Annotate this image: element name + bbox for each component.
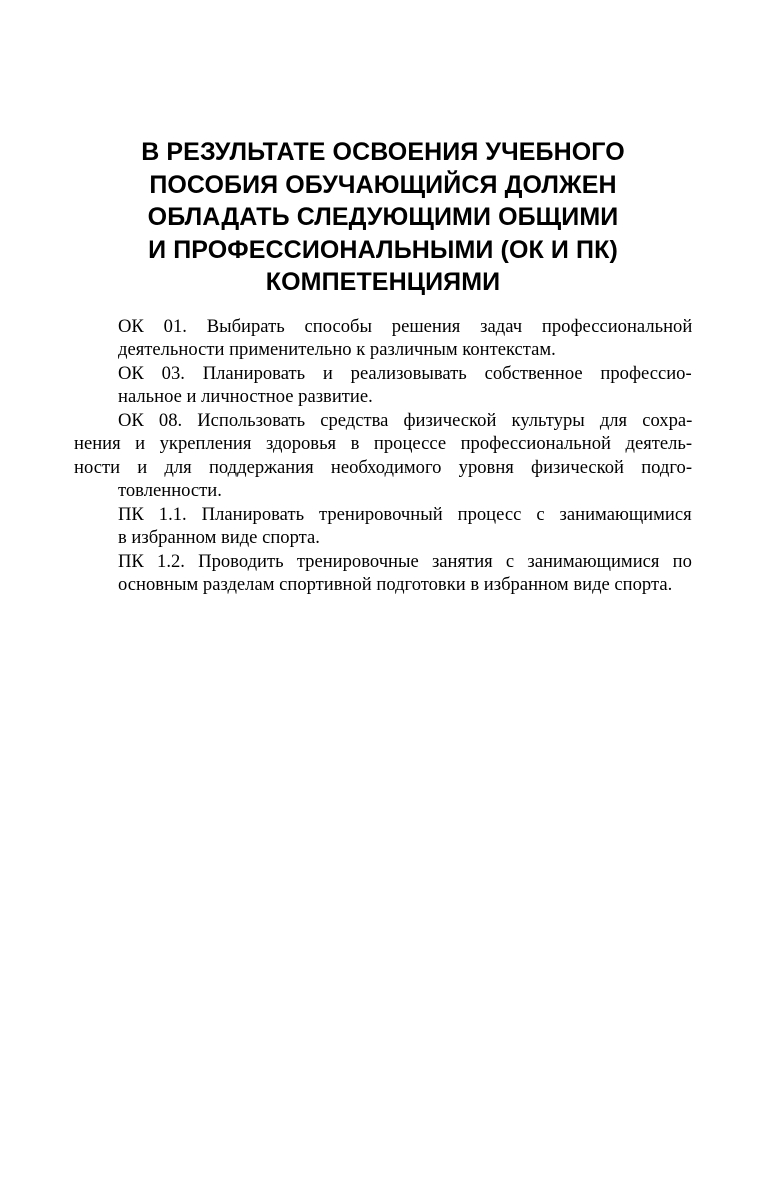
competency-ok-01 <box>74 315 692 362</box>
text-line: нальное и личностное развитие. <box>118 386 373 407</box>
competency-list <box>74 315 692 597</box>
title-line: И ПРОФЕССИОНАЛЬНЫМИ (ОК И ПК) <box>148 235 618 264</box>
text-line: ности и для поддержания необходимого уровня физической подго- <box>74 456 693 478</box>
text-line: ПК 1.1. Планировать тренировочный процесс с занимающимися <box>118 503 692 525</box>
text-line: в избранном виде спорта. <box>118 527 320 548</box>
title-line: ОБЛАДАТЬ СЛЕДУЮЩИМИ ОБЩИМИ <box>147 203 619 231</box>
competency-pk-1-1 <box>74 503 692 550</box>
document-page <box>74 136 692 597</box>
text-line: товленности. <box>118 480 222 501</box>
text-line: основным разделам спортивной подготовки в избранном виде спорта. <box>118 574 673 595</box>
title-line: В РЕЗУЛЬТАТЕ ОСВОЕНИЯ УЧЕБНОГО <box>141 138 625 166</box>
title-line: КОМПЕТЕНЦИЯМИ <box>265 268 501 296</box>
competency-ok-03 <box>74 362 692 409</box>
page-title <box>74 136 692 299</box>
text-line: ОК 08. Использовать средства физической культуры для сохра- <box>118 409 693 431</box>
text-line: деятельности применительно к различным контекстам. <box>118 339 556 360</box>
competency-ok-08 <box>74 409 692 503</box>
text-line: ОК 01. Выбирать способы решения задач профессиональной <box>118 315 693 337</box>
text-line: нения и укрепления здоровья в процессе профессиональной деятель- <box>74 433 693 454</box>
text-line: ОК 03. Планировать и реализовывать собственное профессио- <box>118 362 692 384</box>
competency-pk-1-2 <box>74 550 692 597</box>
title-line: ПОСОБИЯ ОБУЧАЮЩИЙСЯ ДОЛЖЕН <box>149 170 617 199</box>
text-line: ПК 1.2. Проводить тренировочные занятия с занимающимися по <box>118 550 692 572</box>
